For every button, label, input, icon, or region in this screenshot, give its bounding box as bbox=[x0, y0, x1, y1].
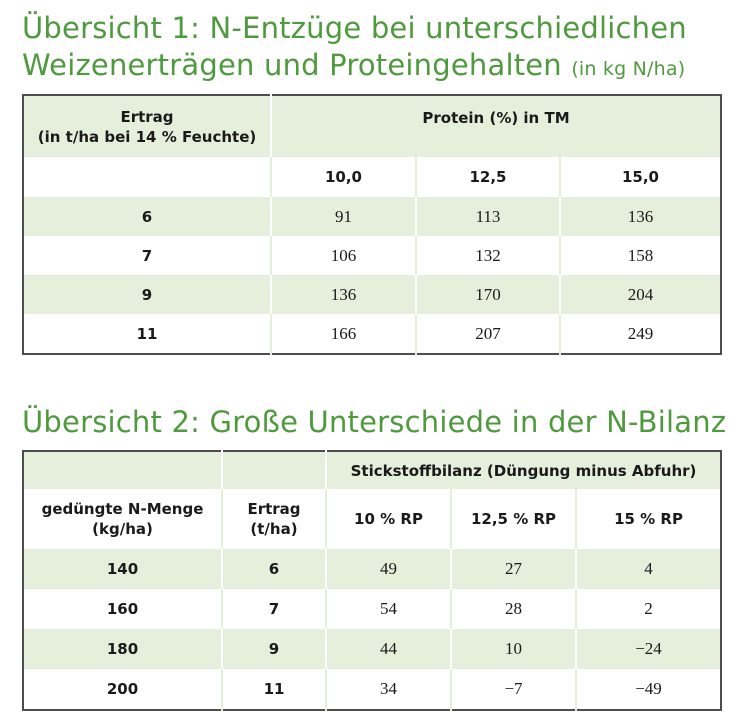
table1-value-cell: 136 bbox=[560, 197, 721, 236]
table2-menge-cell: 180 bbox=[106, 640, 139, 658]
table2-header-row bbox=[23, 489, 721, 549]
table-row bbox=[23, 236, 721, 275]
table-row bbox=[23, 629, 721, 669]
table1-protein-level: 10,0 bbox=[271, 157, 416, 197]
table2-menge-cell: 160 bbox=[106, 600, 139, 618]
table1-protein-level: 12,5 bbox=[416, 157, 560, 197]
table2-value-cell: −7 bbox=[451, 669, 576, 710]
table2-value-cell: 34 bbox=[326, 669, 451, 710]
table2-header-menge-line2: (kg/ha) bbox=[92, 520, 153, 538]
table1-title-line1: Übersicht 1: N-Entzüge bei unterschiedlichen bbox=[22, 11, 687, 45]
table2-header-menge bbox=[23, 489, 222, 549]
table2-ertrag-cell: 9 bbox=[222, 629, 326, 669]
table-row bbox=[23, 549, 721, 589]
table1-value-cell: 166 bbox=[271, 314, 416, 354]
table1-value-cell: 113 bbox=[416, 197, 560, 236]
table1-header-ertrag bbox=[23, 95, 271, 157]
table1 bbox=[22, 94, 722, 355]
table2-rp-level: 10 % RP bbox=[326, 489, 451, 549]
table2 bbox=[22, 450, 722, 711]
table2-value-cell: 4 bbox=[576, 549, 721, 589]
table1-protein-level: 15,0 bbox=[560, 157, 721, 197]
table2-group-header-row bbox=[23, 451, 721, 489]
table1-header-ertrag-line2: (in t/ha bei 14 % Feuchte) bbox=[37, 127, 257, 146]
table1-ertrag-cell: 6 bbox=[141, 207, 153, 226]
table1-value-cell: 158 bbox=[560, 236, 721, 275]
table2-menge-cell: 200 bbox=[106, 680, 139, 698]
table2-value-cell: −24 bbox=[576, 629, 721, 669]
table-row bbox=[23, 275, 721, 314]
table1-protein-levels-row bbox=[23, 157, 721, 197]
table2-value-cell: 10 bbox=[451, 629, 576, 669]
table2-ertrag-cell: 11 bbox=[222, 669, 326, 710]
table2-header-menge-line1: gedüngte N-Menge bbox=[41, 500, 204, 518]
table2-header-ertrag-line2: (t/ha) bbox=[250, 520, 298, 538]
table1-header-ertrag-line1: Ertrag bbox=[120, 107, 174, 126]
table2-ertrag-cell: 6 bbox=[222, 549, 326, 589]
table2-empty-cell bbox=[23, 451, 222, 489]
table1-value-cell: 106 bbox=[271, 236, 416, 275]
table1-value-cell: 249 bbox=[560, 314, 721, 354]
table2-value-cell: 44 bbox=[326, 629, 451, 669]
table2-value-cell: 27 bbox=[451, 549, 576, 589]
table1-header-protein: Protein (%) in TM bbox=[271, 95, 721, 157]
table2-menge-cell: 140 bbox=[106, 560, 139, 578]
table1-header-row bbox=[23, 95, 721, 157]
table1-title-unit: (in kg N/ha) bbox=[571, 58, 686, 80]
table2-header-ertrag-line1: Ertrag bbox=[247, 500, 301, 518]
table1-value-cell: 170 bbox=[416, 275, 560, 314]
table-row bbox=[23, 669, 721, 710]
table2-rp-level: 12,5 % RP bbox=[451, 489, 576, 549]
table2-rp-level: 15 % RP bbox=[576, 489, 721, 549]
table2-title: Übersicht 2: Große Unterschiede in der N-Bilanz bbox=[22, 405, 727, 439]
table2-value-cell: −49 bbox=[576, 669, 721, 710]
table1-title-line2: Weizenerträgen und Proteingehalten bbox=[22, 48, 562, 82]
table2-value-cell: 54 bbox=[326, 589, 451, 629]
table1-value-cell: 207 bbox=[416, 314, 560, 354]
table1-ertrag-cell: 7 bbox=[141, 246, 153, 265]
table1-value-cell: 204 bbox=[560, 275, 721, 314]
table1-empty-cell bbox=[23, 157, 271, 197]
table1-value-cell: 136 bbox=[271, 275, 416, 314]
table2-ertrag-cell: 7 bbox=[222, 589, 326, 629]
table1-ertrag-cell: 9 bbox=[141, 285, 153, 304]
table-row bbox=[23, 197, 721, 236]
table2-empty-cell bbox=[222, 451, 326, 489]
table2-value-cell: 28 bbox=[451, 589, 576, 629]
table2-value-cell: 2 bbox=[576, 589, 721, 629]
table1-title bbox=[22, 10, 687, 88]
table-row bbox=[23, 589, 721, 629]
table2-header-bilanz: Stickstoffbilanz (Düngung minus Abfuhr) bbox=[326, 451, 721, 489]
table2-value-cell: 49 bbox=[326, 549, 451, 589]
table1-value-cell: 132 bbox=[416, 236, 560, 275]
table1-value-cell: 91 bbox=[271, 197, 416, 236]
table1-ertrag-cell: 11 bbox=[136, 324, 158, 343]
table2-header-ertrag bbox=[222, 489, 326, 549]
table-row bbox=[23, 314, 721, 354]
